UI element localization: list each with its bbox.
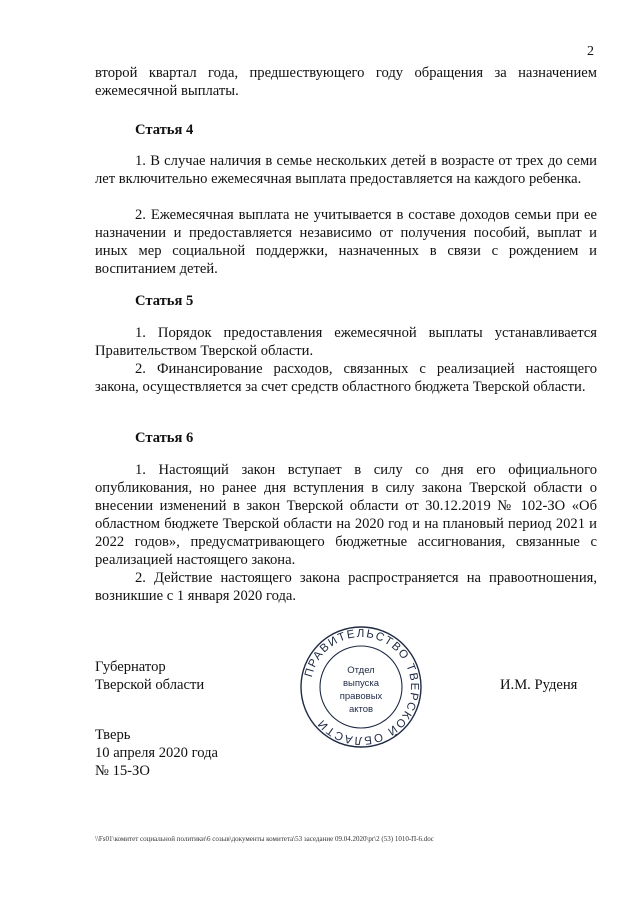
article-4-paragraph-1: 1. В случае наличия в семье нескольких детей в возрасте от трех до семи лет включительно ежемесячная выплата предоставляется на каждого ребенка. (95, 153, 597, 187)
place-city: Тверь (95, 727, 131, 743)
signature-name: И.М. Руденя (500, 677, 578, 693)
article-6-heading: Статья 6 (135, 430, 194, 446)
article-5-paragraph-2: 2. Финансирование расходов, связанных с реализацией настоящего закона, осуществляется за счет средств областного бюджета Тверской области. (95, 361, 597, 395)
page-number: 2 (587, 44, 594, 59)
article-6-paragraph-2: 2. Действие настоящего закона распространяется на правоотношения, возникшие с 1 января 2020 года. (95, 570, 597, 604)
stamp-inner-line-2: выпуска (342, 678, 380, 689)
stamp-ring-text: ПРАВИТЕЛЬСТВО ТВЕРСКОЙ ОБЛАСТИ (303, 627, 421, 747)
article-5-paragraph-1: 1. Порядок предоставления ежемесячной выплаты устанавливается Правительством Тверской области. (95, 325, 597, 359)
official-stamp (297, 623, 425, 751)
article-6-paragraph-1: 1. Настоящий закон вступает в силу со дня его официального опубликования, но ранее дня вступления в силу закона Тверской области о внесении изменений в закон Тверской области от 30.12.2019 № 102-ЗО «Об областном бюджете Тверской области на 2020 год и на плановый период 2021 и 2022 годов», предусматривающего бюджетные ассигнования, связанные с реализацией настоящего закона. (95, 462, 597, 568)
stamp-inner-line-4: актов (348, 704, 374, 715)
article-4-heading: Статья 4 (135, 122, 194, 138)
footer-file-path: \\Fs01\комитет социальной политики\6 созыв\документы комитета\53 заседание 09.04.2020\pr\2 (53) 1010-П-6.doc (95, 835, 434, 843)
article-4-paragraph-2: 2. Ежемесячная выплата не учитывается в составе доходов семьи при ее назначении и предоставляется независимо от получения пособий, выплат и иных мер социальной поддержки, назначенных в связи с рождением и воспитанием детей. (95, 207, 597, 277)
place-date: 10 апреля 2020 года (95, 745, 218, 761)
law-number: № 15-ЗО (95, 763, 150, 779)
signature-position-line-1: Губернатор (95, 659, 166, 675)
signature-position-line-2: Тверской области (95, 677, 205, 693)
stamp-inner-line-1: Отдел (347, 665, 375, 676)
stamp-inner-line-3: правовых (339, 691, 383, 702)
article-5-heading: Статья 5 (135, 293, 194, 309)
continuation-paragraph: второй квартал года, предшествующего году обращения за назначением ежемесячной выплаты. (95, 65, 597, 99)
